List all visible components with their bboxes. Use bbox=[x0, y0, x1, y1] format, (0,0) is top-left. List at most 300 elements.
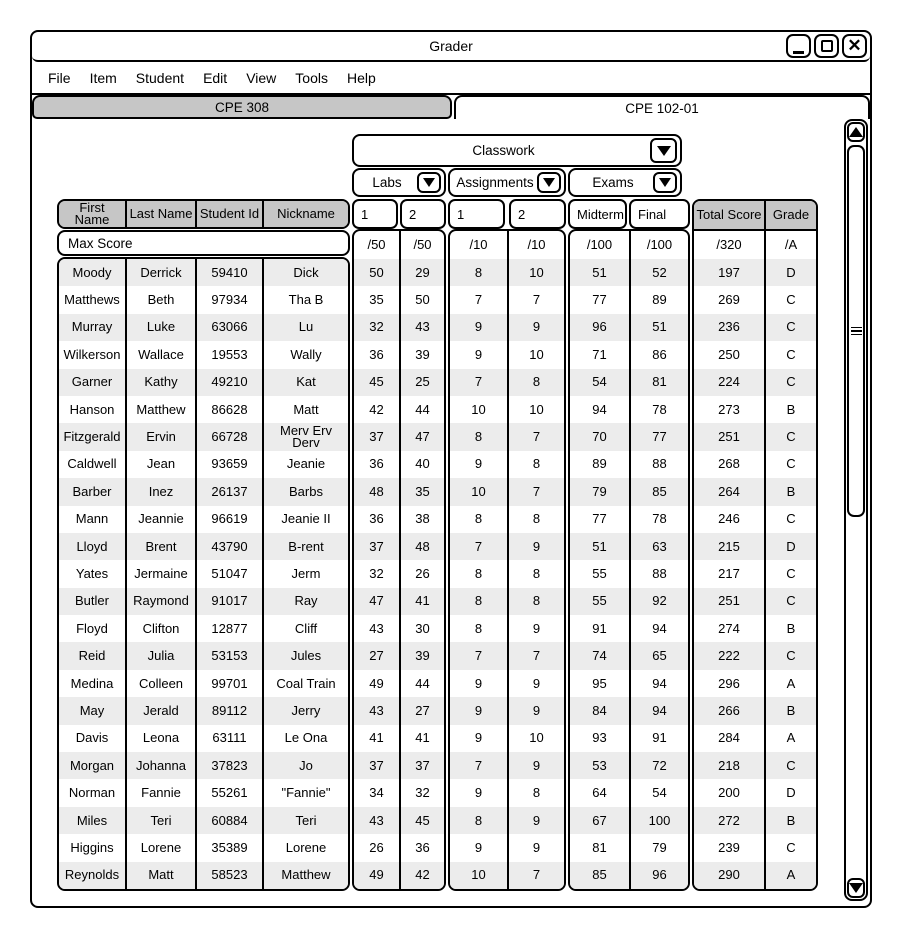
cell-first-name[interactable]: Medina bbox=[70, 675, 114, 691]
cell-final[interactable]: 72 bbox=[629, 752, 688, 779]
cell-lab-2[interactable]: 27 bbox=[399, 697, 444, 724]
cell-assignment-2[interactable]: 8 bbox=[507, 369, 564, 396]
assignments-dropdown-label: Assignments bbox=[456, 175, 534, 190]
cell-lab-2[interactable]: 50 bbox=[399, 286, 444, 313]
cell-assignment-1[interactable]: 7 bbox=[450, 533, 507, 560]
cell-assignment-2[interactable]: 8 bbox=[507, 588, 564, 615]
cell-lab-1[interactable]: 36 bbox=[369, 511, 384, 527]
cell-nickname[interactable]: Coal Train bbox=[262, 670, 348, 697]
cell-nickname[interactable]: Ray bbox=[262, 588, 348, 615]
cell-lab-2[interactable]: 40 bbox=[399, 451, 444, 478]
cell-nickname[interactable]: Jeanie II bbox=[262, 506, 348, 533]
cell-first-name[interactable]: Hanson bbox=[69, 401, 115, 417]
cell-nickname[interactable]: Jo bbox=[262, 752, 348, 779]
window-title: Grader bbox=[429, 38, 473, 54]
cell-final[interactable]: 77 bbox=[629, 423, 688, 450]
cell-total-score: 236 bbox=[694, 314, 764, 341]
cell-assignment-2[interactable]: 7 bbox=[507, 423, 564, 450]
cell-assignment-2[interactable]: 7 bbox=[507, 286, 564, 313]
cell-assignment-1[interactable]: 8 bbox=[474, 565, 483, 581]
cell-first-name[interactable]: Barber bbox=[59, 478, 125, 505]
cell-final[interactable]: 96 bbox=[629, 862, 688, 889]
cell-nickname[interactable]: Cliff bbox=[262, 615, 348, 642]
header-first-name: First Name bbox=[59, 201, 125, 227]
cell-final[interactable]: 94 bbox=[629, 697, 688, 724]
cell-last-name[interactable]: Inez bbox=[125, 478, 195, 505]
cell-final[interactable]: 94 bbox=[629, 670, 688, 697]
cell-lab-2[interactable]: 26 bbox=[399, 560, 444, 587]
cell-nickname[interactable]: Lu bbox=[262, 314, 348, 341]
cell-assignment-1[interactable]: 10 bbox=[450, 478, 507, 505]
cell-final[interactable]: 78 bbox=[629, 506, 688, 533]
cell-last-name[interactable]: Leona bbox=[125, 725, 195, 752]
labs-dropdown[interactable] bbox=[352, 168, 446, 197]
cell-assignment-2[interactable]: 8 bbox=[507, 560, 564, 587]
cell-last-name[interactable]: Derrick bbox=[125, 259, 195, 286]
cell-last-name[interactable]: Ervin bbox=[125, 423, 195, 450]
cell-first-name[interactable]: Garner bbox=[59, 369, 125, 396]
cell-student-id[interactable]: 51047 bbox=[195, 560, 262, 587]
header-grade: Grade bbox=[764, 201, 816, 231]
cell-assignment-2[interactable]: 9 bbox=[507, 314, 564, 341]
cell-midterm[interactable]: 70 bbox=[570, 423, 629, 450]
cell-midterm[interactable]: 51 bbox=[570, 533, 629, 560]
cell-lab-2[interactable]: 29 bbox=[399, 259, 444, 286]
cell-midterm[interactable]: 93 bbox=[592, 730, 607, 746]
cell-student-id[interactable]: 89112 bbox=[195, 697, 262, 724]
cell-first-name[interactable]: Miles bbox=[59, 807, 125, 834]
cell-assignment-1[interactable]: 8 bbox=[474, 511, 483, 527]
cell-total-score: 266 bbox=[694, 697, 764, 724]
cell-lab-2[interactable]: 38 bbox=[399, 506, 444, 533]
cell-assignment-1[interactable]: 7 bbox=[450, 642, 507, 669]
cell-lab-2[interactable]: 42 bbox=[399, 862, 444, 889]
cell-nickname[interactable]: Matt bbox=[262, 396, 348, 423]
cell-assignment-1[interactable]: 10 bbox=[471, 401, 486, 417]
chevron-down-icon bbox=[657, 146, 671, 156]
cell-assignment-2[interactable]: 9 bbox=[507, 670, 564, 697]
cell-final[interactable]: 85 bbox=[629, 478, 688, 505]
cell-final[interactable]: 63 bbox=[629, 533, 688, 560]
cell-first-name[interactable]: Davis bbox=[75, 730, 109, 746]
cell-student-id[interactable]: 43790 bbox=[195, 533, 262, 560]
close-button[interactable] bbox=[842, 34, 867, 58]
cell-last-name[interactable]: Brent bbox=[125, 533, 195, 560]
cell-final[interactable]: 88 bbox=[629, 451, 688, 478]
cell-grade: C bbox=[764, 752, 816, 779]
cell-lab-1[interactable]: 50 bbox=[354, 259, 399, 286]
cell-lab-1[interactable]: 43 bbox=[354, 697, 399, 724]
cell-assignment-1[interactable]: 10 bbox=[450, 862, 507, 889]
cell-assignment-1[interactable]: 9 bbox=[474, 346, 483, 362]
cell-lab-2[interactable]: 35 bbox=[399, 478, 444, 505]
menu-bar bbox=[32, 62, 870, 95]
cell-last-name[interactable]: Luke bbox=[125, 314, 195, 341]
cell-nickname[interactable]: Matthew bbox=[262, 862, 348, 889]
cell-lab-1[interactable]: 32 bbox=[369, 565, 384, 581]
cell-first-name[interactable]: Morgan bbox=[59, 752, 125, 779]
cell-assignment-1[interactable]: 8 bbox=[450, 423, 507, 450]
cell-midterm[interactable]: 53 bbox=[570, 752, 629, 779]
cell-final[interactable]: 94 bbox=[629, 615, 688, 642]
cell-assignment-1[interactable]: 8 bbox=[474, 620, 483, 636]
cell-grade: C bbox=[764, 369, 816, 396]
cell-first-name[interactable]: Yates bbox=[75, 565, 109, 581]
cell-lab-1[interactable]: 34 bbox=[369, 785, 384, 801]
menu-tools[interactable]: Tools bbox=[295, 69, 328, 86]
max-score-grade: /A bbox=[764, 231, 816, 259]
cell-grade: A bbox=[764, 862, 816, 889]
cell-student-id[interactable]: 35389 bbox=[195, 834, 262, 861]
cell-nickname[interactable]: Jeanie bbox=[262, 451, 348, 478]
cell-total-score: 284 bbox=[718, 730, 740, 746]
max-score-lab-1[interactable]: /50 bbox=[367, 237, 386, 252]
cell-assignment-2[interactable]: 7 bbox=[507, 862, 564, 889]
menu-view[interactable]: View bbox=[246, 69, 277, 86]
cell-nickname[interactable]: Lorene bbox=[262, 834, 348, 861]
cell-first-name[interactable]: Norman bbox=[68, 785, 116, 801]
max-score-total: /320 bbox=[716, 237, 742, 252]
cell-total-score: 218 bbox=[694, 752, 764, 779]
cell-midterm[interactable]: 74 bbox=[570, 642, 629, 669]
cell-nickname[interactable]: Teri bbox=[262, 807, 348, 834]
menu-file[interactable]: File bbox=[48, 69, 71, 86]
cell-total-score: 239 bbox=[718, 839, 740, 855]
cell-assignment-1[interactable]: 9 bbox=[474, 675, 483, 691]
cell-student-id[interactable]: 91017 bbox=[195, 588, 262, 615]
cell-nickname[interactable]: B-rent bbox=[262, 533, 348, 560]
cell-assignment-2[interactable]: 9 bbox=[507, 834, 564, 861]
student-names-table bbox=[57, 257, 350, 891]
cell-lab-2[interactable]: 32 bbox=[399, 779, 444, 806]
cell-final[interactable]: 51 bbox=[629, 314, 688, 341]
cell-grade: C bbox=[764, 286, 816, 313]
cell-total-score: 246 bbox=[718, 511, 740, 527]
cell-midterm[interactable]: 79 bbox=[570, 478, 629, 505]
cell-grade: D bbox=[764, 259, 816, 286]
cell-midterm[interactable]: 54 bbox=[570, 369, 629, 396]
cell-nickname[interactable]: Wally bbox=[262, 341, 348, 368]
cell-student-id[interactable]: 49210 bbox=[195, 369, 262, 396]
cell-first-name[interactable]: Moody bbox=[59, 259, 125, 286]
cell-lab-1[interactable]: 36 bbox=[369, 346, 384, 362]
cell-first-name[interactable]: May bbox=[59, 697, 125, 724]
cell-total-score: 222 bbox=[694, 642, 764, 669]
cell-assignment-1[interactable]: 9 bbox=[474, 730, 483, 746]
cell-lab-1[interactable]: 37 bbox=[354, 423, 399, 450]
cell-final[interactable]: 52 bbox=[629, 259, 688, 286]
cell-assignment-2[interactable]: 9 bbox=[507, 807, 564, 834]
cell-student-id[interactable]: 19553 bbox=[195, 341, 262, 368]
totals-table bbox=[692, 199, 818, 891]
cell-nickname[interactable]: Le Ona bbox=[262, 725, 348, 752]
cell-first-name[interactable]: Reynolds bbox=[59, 862, 125, 889]
maximize-button[interactable] bbox=[814, 34, 839, 58]
cell-student-id[interactable]: 99701 bbox=[195, 670, 262, 697]
cell-lab-1[interactable]: 37 bbox=[354, 533, 399, 560]
cell-assignment-2[interactable]: 10 bbox=[507, 259, 564, 286]
exams-dropdown[interactable] bbox=[568, 168, 682, 197]
cell-lab-2[interactable]: 45 bbox=[399, 807, 444, 834]
cell-student-id[interactable]: 12877 bbox=[195, 615, 262, 642]
cell-lab-2[interactable]: 36 bbox=[399, 834, 444, 861]
cell-assignment-2[interactable]: 10 bbox=[507, 396, 564, 423]
cell-nickname[interactable]: Barbs bbox=[262, 478, 348, 505]
cell-student-id[interactable]: 60884 bbox=[195, 807, 262, 834]
menu-student[interactable]: Student bbox=[135, 69, 185, 86]
cell-student-id[interactable]: 37823 bbox=[195, 752, 262, 779]
cell-assignment-2[interactable]: 7 bbox=[507, 478, 564, 505]
cell-student-id[interactable]: 63111 bbox=[195, 725, 262, 752]
minimize-button[interactable] bbox=[786, 34, 811, 58]
cell-lab-1[interactable]: 42 bbox=[369, 401, 384, 417]
cell-total-score: 269 bbox=[718, 292, 740, 308]
cell-midterm[interactable]: 64 bbox=[592, 785, 607, 801]
cell-lab-2[interactable]: 47 bbox=[399, 423, 444, 450]
scroll-down-button[interactable] bbox=[847, 878, 865, 898]
cell-midterm[interactable]: 85 bbox=[570, 862, 629, 889]
assignments-dropdown-button[interactable] bbox=[537, 172, 561, 193]
cell-lab-1[interactable]: 35 bbox=[369, 292, 384, 308]
cell-nickname[interactable]: Tha B bbox=[262, 286, 348, 313]
cell-assignment-2[interactable]: 9 bbox=[507, 697, 564, 724]
cell-last-name[interactable]: Lorene bbox=[125, 834, 195, 861]
cell-final[interactable]: 78 bbox=[629, 396, 688, 423]
cell-lab-2[interactable]: 25 bbox=[399, 369, 444, 396]
cell-first-name[interactable]: Floyd bbox=[76, 620, 108, 636]
cell-midterm[interactable]: 51 bbox=[570, 259, 629, 286]
grip-lines-icon bbox=[851, 327, 862, 336]
exams-dropdown-button[interactable] bbox=[653, 172, 677, 193]
cell-first-name[interactable]: Caldwell bbox=[67, 456, 117, 472]
cell-final[interactable]: 92 bbox=[629, 588, 688, 615]
cell-last-name[interactable]: Matt bbox=[125, 862, 195, 889]
cell-midterm[interactable]: 55 bbox=[592, 565, 607, 581]
cell-assignment-2[interactable]: 10 bbox=[507, 725, 564, 752]
tab-cpe-308[interactable]: CPE 308 bbox=[32, 95, 452, 119]
cell-first-name[interactable]: Higgins bbox=[70, 839, 114, 855]
max-score-final[interactable]: /100 bbox=[629, 231, 688, 259]
labs-dropdown-button[interactable] bbox=[417, 172, 441, 193]
cell-final[interactable]: 100 bbox=[629, 807, 688, 834]
scroll-up-button[interactable] bbox=[847, 122, 865, 142]
cell-lab-2[interactable]: 48 bbox=[399, 533, 444, 560]
tab-cpe-102-01[interactable]: CPE 102-01 bbox=[454, 95, 870, 119]
exams-scores-table bbox=[568, 229, 690, 891]
cell-assignment-2[interactable]: 9 bbox=[507, 533, 564, 560]
header-total-score: Total Score bbox=[694, 201, 764, 231]
cell-lab-1[interactable]: 37 bbox=[354, 752, 399, 779]
cell-assignment-2[interactable]: 9 bbox=[507, 752, 564, 779]
cell-midterm[interactable]: 84 bbox=[570, 697, 629, 724]
cell-grade: A bbox=[764, 670, 816, 697]
course-tabs bbox=[32, 95, 870, 119]
cell-lab-2[interactable]: 39 bbox=[399, 341, 444, 368]
cell-lab-2[interactable]: 41 bbox=[399, 725, 444, 752]
cell-student-id[interactable]: 59410 bbox=[195, 259, 262, 286]
cell-last-name[interactable]: Raymond bbox=[125, 588, 195, 615]
cell-student-id[interactable]: 55261 bbox=[195, 779, 262, 806]
cell-midterm[interactable]: 55 bbox=[570, 588, 629, 615]
cell-lab-2[interactable]: 39 bbox=[399, 642, 444, 669]
cell-first-name[interactable]: Lloyd bbox=[59, 533, 125, 560]
cell-student-id[interactable]: 63066 bbox=[195, 314, 262, 341]
cell-assignment-2[interactable]: 8 bbox=[507, 506, 564, 533]
cell-assignment-1[interactable]: 7 bbox=[474, 292, 483, 308]
cell-first-name[interactable]: Reid bbox=[59, 642, 125, 669]
vertical-scrollbar[interactable] bbox=[844, 119, 868, 901]
cell-first-name[interactable]: Butler bbox=[59, 588, 125, 615]
cell-first-name[interactable]: Fitzgerald bbox=[59, 423, 125, 450]
cell-assignment-2[interactable]: 7 bbox=[507, 642, 564, 669]
cell-last-name[interactable]: Jean bbox=[125, 451, 195, 478]
cell-final[interactable]: 54 bbox=[629, 779, 688, 806]
window-controls bbox=[786, 34, 867, 58]
cell-first-name[interactable]: Murray bbox=[59, 314, 125, 341]
cell-lab-1[interactable]: 49 bbox=[369, 675, 384, 691]
cell-final[interactable]: 88 bbox=[629, 560, 688, 587]
cell-midterm[interactable]: 71 bbox=[592, 346, 607, 362]
menu-item[interactable]: Item bbox=[89, 69, 117, 86]
cell-lab-2[interactable]: 44 bbox=[399, 670, 444, 697]
cell-midterm[interactable]: 94 bbox=[592, 401, 607, 417]
menu-edit[interactable]: Edit bbox=[203, 69, 228, 86]
cell-assignment-1[interactable]: 9 bbox=[474, 456, 483, 472]
grader-window bbox=[30, 30, 872, 908]
max-score-assignment-1[interactable]: /10 bbox=[469, 237, 488, 252]
cell-lab-1[interactable]: 45 bbox=[354, 369, 399, 396]
cell-last-name[interactable]: Fannie bbox=[125, 779, 195, 806]
cell-student-id[interactable]: 86628 bbox=[195, 396, 262, 423]
cell-last-name[interactable]: Jermaine bbox=[125, 560, 195, 587]
cell-assignment-2[interactable]: 9 bbox=[507, 615, 564, 642]
cell-assignment-2[interactable]: 10 bbox=[507, 341, 564, 368]
cell-midterm[interactable]: 89 bbox=[592, 456, 607, 472]
cell-first-name[interactable]: Matthews bbox=[64, 292, 120, 308]
cell-first-name[interactable]: Wilkerson bbox=[63, 346, 121, 362]
cell-lab-1[interactable]: 43 bbox=[369, 620, 384, 636]
scrollbar-thumb[interactable] bbox=[847, 145, 865, 517]
header-assignment-2: 2 bbox=[509, 199, 566, 229]
cell-last-name[interactable]: Clifton bbox=[125, 615, 195, 642]
cell-student-id[interactable]: 58523 bbox=[195, 862, 262, 889]
cell-last-name[interactable]: Colleen bbox=[125, 670, 195, 697]
classwork-dropdown-button[interactable] bbox=[650, 138, 677, 163]
cell-lab-2[interactable]: 37 bbox=[399, 752, 444, 779]
classwork-dropdown[interactable] bbox=[352, 134, 682, 167]
cell-student-id[interactable]: 93659 bbox=[195, 451, 262, 478]
cell-last-name[interactable]: Wallace bbox=[125, 341, 195, 368]
cell-nickname[interactable]: Kat bbox=[262, 369, 348, 396]
cell-assignment-2[interactable]: 8 bbox=[507, 779, 564, 806]
header-nickname: Nickname bbox=[262, 201, 348, 227]
max-score-lab-2[interactable]: /50 bbox=[399, 231, 444, 259]
cell-student-id[interactable]: 53153 bbox=[195, 642, 262, 669]
cell-last-name[interactable]: Kathy bbox=[125, 369, 195, 396]
cell-lab-2[interactable]: 43 bbox=[399, 314, 444, 341]
cell-final[interactable]: 79 bbox=[629, 834, 688, 861]
cell-last-name[interactable]: Jerald bbox=[125, 697, 195, 724]
cell-nickname[interactable]: Jerry bbox=[262, 697, 348, 724]
cell-nickname[interactable]: Merv Erv Derv bbox=[262, 423, 348, 450]
cell-assignment-1[interactable]: 9 bbox=[450, 697, 507, 724]
cell-first-name[interactable]: Mann bbox=[75, 511, 109, 527]
cell-nickname[interactable]: "Fannie" bbox=[262, 779, 348, 806]
cell-lab-1[interactable]: 27 bbox=[354, 642, 399, 669]
cell-lab-1[interactable]: 43 bbox=[354, 807, 399, 834]
cell-final[interactable]: 91 bbox=[629, 725, 688, 752]
cell-assignment-1[interactable]: 8 bbox=[450, 588, 507, 615]
cell-midterm[interactable]: 77 bbox=[592, 511, 607, 527]
cell-lab-2[interactable]: 41 bbox=[399, 588, 444, 615]
cell-last-name[interactable]: Beth bbox=[125, 286, 195, 313]
cell-final[interactable]: 65 bbox=[629, 642, 688, 669]
cell-assignment-1[interactable]: 7 bbox=[450, 369, 507, 396]
cell-nickname[interactable]: Jerm bbox=[262, 560, 348, 587]
cell-midterm[interactable]: 67 bbox=[570, 807, 629, 834]
cell-total-score: 251 bbox=[694, 588, 764, 615]
cell-lab-1[interactable]: 41 bbox=[369, 730, 384, 746]
cell-assignment-1[interactable]: 9 bbox=[474, 785, 483, 801]
cell-final[interactable]: 81 bbox=[629, 369, 688, 396]
cell-lab-1[interactable]: 48 bbox=[354, 478, 399, 505]
cell-lab-2[interactable]: 30 bbox=[399, 615, 444, 642]
max-score-midterm[interactable]: /100 bbox=[586, 237, 613, 252]
cell-nickname[interactable]: Dick bbox=[262, 259, 348, 286]
cell-lab-1[interactable]: 36 bbox=[369, 456, 384, 472]
cell-assignment-1[interactable]: 8 bbox=[450, 259, 507, 286]
cell-midterm[interactable]: 95 bbox=[592, 675, 607, 691]
cell-assignment-1[interactable]: 9 bbox=[450, 314, 507, 341]
cell-lab-1[interactable]: 47 bbox=[354, 588, 399, 615]
cell-lab-2[interactable]: 44 bbox=[399, 396, 444, 423]
menu-help[interactable]: Help bbox=[346, 69, 376, 86]
cell-last-name[interactable]: Johanna bbox=[125, 752, 195, 779]
cell-last-name[interactable]: Teri bbox=[125, 807, 195, 834]
maximize-icon bbox=[821, 40, 833, 52]
cell-assignment-1[interactable]: 7 bbox=[450, 752, 507, 779]
cell-midterm[interactable]: 91 bbox=[592, 620, 607, 636]
cell-lab-1[interactable]: 26 bbox=[369, 839, 384, 855]
cell-student-id[interactable]: 66728 bbox=[195, 423, 262, 450]
cell-student-id[interactable]: 97934 bbox=[195, 286, 262, 313]
max-score-assignment-2[interactable]: /10 bbox=[507, 231, 564, 259]
cell-final[interactable]: 89 bbox=[629, 286, 688, 313]
cell-final[interactable]: 86 bbox=[629, 341, 688, 368]
cell-assignment-1[interactable]: 8 bbox=[450, 807, 507, 834]
cell-nickname[interactable]: Jules bbox=[262, 642, 348, 669]
cell-grade: D bbox=[764, 533, 816, 560]
cell-last-name[interactable]: Matthew bbox=[125, 396, 195, 423]
cell-lab-1[interactable]: 49 bbox=[354, 862, 399, 889]
cell-midterm[interactable]: 77 bbox=[592, 292, 607, 308]
cell-grade: C bbox=[764, 423, 816, 450]
cell-total-score: 268 bbox=[718, 456, 740, 472]
cell-assignment-1[interactable]: 9 bbox=[474, 839, 483, 855]
cell-midterm[interactable]: 96 bbox=[570, 314, 629, 341]
cell-last-name[interactable]: Jeannie bbox=[125, 506, 195, 533]
cell-last-name[interactable]: Julia bbox=[125, 642, 195, 669]
cell-student-id[interactable]: 96619 bbox=[195, 506, 262, 533]
cell-student-id[interactable]: 26137 bbox=[195, 478, 262, 505]
cell-total-score: 274 bbox=[718, 620, 740, 636]
cell-midterm[interactable]: 81 bbox=[592, 839, 607, 855]
cell-assignment-2[interactable]: 8 bbox=[507, 451, 564, 478]
cell-total-score: 296 bbox=[718, 675, 740, 691]
cell-lab-1[interactable]: 32 bbox=[354, 314, 399, 341]
assignments-dropdown[interactable] bbox=[448, 168, 566, 197]
header-student-id: Student Id bbox=[195, 201, 262, 227]
